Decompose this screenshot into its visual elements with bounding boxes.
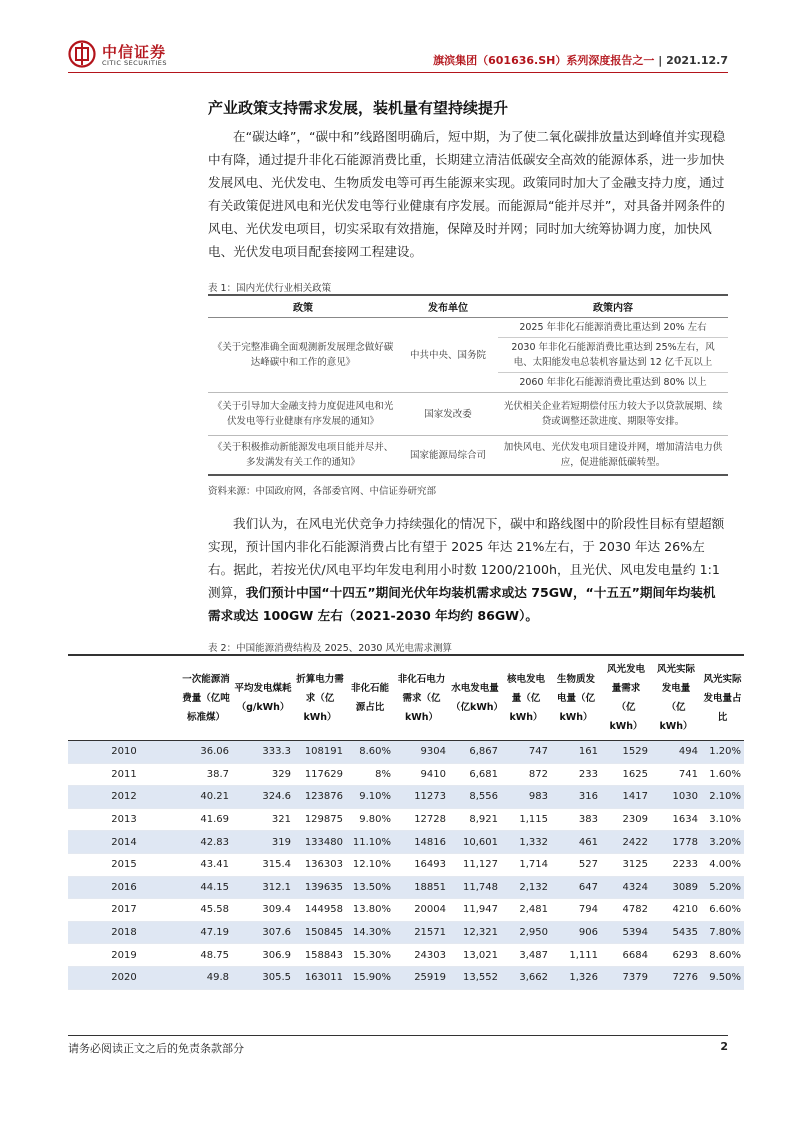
energy-col-header: 折算电力需求（亿kWh） bbox=[294, 655, 346, 741]
value-cell: 3,487 bbox=[501, 944, 551, 967]
value-cell: 2233 bbox=[651, 853, 701, 876]
energy-col-header: 平均发电煤耗（g/kWh） bbox=[232, 655, 294, 741]
year-cell: 2013 bbox=[68, 808, 180, 831]
page-number: 2 bbox=[720, 1040, 728, 1053]
value-cell: 2.10% bbox=[701, 786, 744, 809]
page-header bbox=[68, 38, 728, 72]
value-cell: 8,921 bbox=[449, 808, 501, 831]
value-cell: 136303 bbox=[294, 853, 346, 876]
value-cell: 329 bbox=[232, 763, 294, 786]
value-cell: 4210 bbox=[651, 899, 701, 922]
energy-col-header: 非化石能源占比 bbox=[346, 655, 394, 741]
value-cell: 647 bbox=[551, 876, 601, 899]
value-cell: 307.6 bbox=[232, 921, 294, 944]
body-paragraph-1 bbox=[208, 125, 728, 263]
value-cell: 15.30% bbox=[346, 944, 394, 967]
value-cell: 133480 bbox=[294, 831, 346, 854]
value-cell: 494 bbox=[651, 741, 701, 764]
value-cell: 11273 bbox=[394, 786, 449, 809]
content-cell: 2025 年非化石能源消费比重达到 20% 左右 bbox=[498, 318, 728, 338]
value-cell: 233 bbox=[551, 763, 601, 786]
value-cell: 49.8 bbox=[180, 966, 232, 989]
value-cell: 316 bbox=[551, 786, 601, 809]
value-cell: 11,947 bbox=[449, 899, 501, 922]
value-cell: 16493 bbox=[394, 853, 449, 876]
year-cell: 2012 bbox=[68, 786, 180, 809]
footer-disclaimer: 请务必阅读正文之后的免责条款部分 bbox=[68, 1042, 244, 1055]
header-divider bbox=[68, 72, 728, 73]
value-cell: 11,748 bbox=[449, 876, 501, 899]
content-cell: 光伏相关企业若短期偿付压力较大予以贷款展期、续贷或调整还款进度、期限等安排。 bbox=[498, 393, 728, 436]
value-cell: 108191 bbox=[294, 741, 346, 764]
table-row bbox=[68, 741, 744, 764]
energy-table-header-row bbox=[68, 655, 744, 741]
table-row bbox=[208, 318, 728, 338]
issuer-cell: 国家能源局综合司 bbox=[398, 436, 498, 476]
value-cell: 9.10% bbox=[346, 786, 394, 809]
citic-logo bbox=[68, 40, 198, 70]
table-row bbox=[68, 921, 744, 944]
table-1-caption: 表 1：国内光伏行业相关政策 bbox=[208, 283, 332, 294]
value-cell: 3,662 bbox=[501, 966, 551, 989]
table-row bbox=[68, 786, 744, 809]
year-cell: 2020 bbox=[68, 966, 180, 989]
value-cell: 3.10% bbox=[701, 808, 744, 831]
value-cell: 44.15 bbox=[180, 876, 232, 899]
value-cell: 794 bbox=[551, 899, 601, 922]
value-cell: 12,321 bbox=[449, 921, 501, 944]
year-cell: 2016 bbox=[68, 876, 180, 899]
issuer-cell: 中共中央、国务院 bbox=[398, 318, 498, 393]
value-cell: 4.00% bbox=[701, 853, 744, 876]
issuer-cell: 国家发改委 bbox=[398, 393, 498, 436]
value-cell: 7276 bbox=[651, 966, 701, 989]
value-cell: 324.6 bbox=[232, 786, 294, 809]
table-row bbox=[68, 853, 744, 876]
value-cell: 6.60% bbox=[701, 899, 744, 922]
value-cell: 9.80% bbox=[346, 808, 394, 831]
value-cell: 13,552 bbox=[449, 966, 501, 989]
value-cell: 20004 bbox=[394, 899, 449, 922]
citic-logo-icon bbox=[68, 40, 96, 68]
year-cell: 2019 bbox=[68, 944, 180, 967]
value-cell: 8.60% bbox=[701, 944, 744, 967]
value-cell: 117629 bbox=[294, 763, 346, 786]
value-cell: 12728 bbox=[394, 808, 449, 831]
value-cell: 9410 bbox=[394, 763, 449, 786]
value-cell: 1417 bbox=[601, 786, 651, 809]
value-cell: 40.21 bbox=[180, 786, 232, 809]
energy-col-header: 一次能源消费量（亿吨标准煤） bbox=[180, 655, 232, 741]
value-cell: 43.41 bbox=[180, 853, 232, 876]
value-cell: 2,481 bbox=[501, 899, 551, 922]
year-cell: 2011 bbox=[68, 763, 180, 786]
content-col-header: 政策内容 bbox=[498, 295, 728, 318]
value-cell: 747 bbox=[501, 741, 551, 764]
value-cell: 306.9 bbox=[232, 944, 294, 967]
value-cell: 383 bbox=[551, 808, 601, 831]
value-cell: 12.10% bbox=[346, 853, 394, 876]
value-cell: 1778 bbox=[651, 831, 701, 854]
value-cell: 6684 bbox=[601, 944, 651, 967]
value-cell: 5.20% bbox=[701, 876, 744, 899]
value-cell: 2,132 bbox=[501, 876, 551, 899]
value-cell: 47.19 bbox=[180, 921, 232, 944]
value-cell: 161 bbox=[551, 741, 601, 764]
value-cell: 8.60% bbox=[346, 741, 394, 764]
value-cell: 8% bbox=[346, 763, 394, 786]
year-cell: 2017 bbox=[68, 899, 180, 922]
value-cell: 18851 bbox=[394, 876, 449, 899]
content-cell: 加快风电、光伏发电项目建设并网，增加清洁电力供应，促进能源低碳转型。 bbox=[498, 436, 728, 476]
table-row bbox=[68, 966, 744, 989]
policy-cell: 《关于积极推动新能源发电项目能并尽并、多发满发有关工作的通知》 bbox=[208, 436, 398, 476]
content-cell: 2060 年非化石能源消费比重达到 80% 以上 bbox=[498, 373, 728, 393]
year-cell: 2010 bbox=[68, 741, 180, 764]
paragraph-2-text: 我们认为，在风电光伏竞争力持续强化的情况下，碳中和路线图中的阶段性目标有望超额实现，预计国内非化石能源消费占比有望于 2025 年达 21%左右，于 2030 年达 26%左右。据此，若按光伏/风电平均年发电利用小时数 1200/2100h，且光伏、风电发电量约 1:1 测算， bbox=[208, 516, 725, 600]
value-cell: 527 bbox=[551, 853, 601, 876]
value-cell: 1634 bbox=[651, 808, 701, 831]
report-header-title bbox=[433, 52, 728, 68]
table-row bbox=[68, 899, 744, 922]
value-cell: 21571 bbox=[394, 921, 449, 944]
logo-cn-text: 中信证券 bbox=[102, 43, 167, 61]
logo-en-text: CITIC SECURITIES bbox=[102, 59, 168, 67]
policy-col-header: 政策 bbox=[208, 295, 398, 318]
value-cell: 315.4 bbox=[232, 853, 294, 876]
energy-structure-table bbox=[68, 654, 744, 990]
value-cell: 319 bbox=[232, 831, 294, 854]
value-cell: 9.50% bbox=[701, 966, 744, 989]
value-cell: 48.75 bbox=[180, 944, 232, 967]
energy-col-header: 风光实际发电量占比 bbox=[701, 655, 744, 741]
energy-col-header: 核电发电量（亿kWh） bbox=[501, 655, 551, 741]
policy-table bbox=[208, 294, 728, 476]
value-cell: 1,714 bbox=[501, 853, 551, 876]
value-cell: 741 bbox=[651, 763, 701, 786]
value-cell: 10,601 bbox=[449, 831, 501, 854]
table-row bbox=[208, 436, 728, 476]
table-row bbox=[68, 876, 744, 899]
value-cell: 2422 bbox=[601, 831, 651, 854]
value-cell: 163011 bbox=[294, 966, 346, 989]
energy-col-header bbox=[68, 655, 180, 741]
policy-cell: 《关于引导加大金融支持力度促进风电和光伏发电等行业健康有序发展的通知》 bbox=[208, 393, 398, 436]
value-cell: 7379 bbox=[601, 966, 651, 989]
value-cell: 4324 bbox=[601, 876, 651, 899]
value-cell: 6,867 bbox=[449, 741, 501, 764]
value-cell: 1529 bbox=[601, 741, 651, 764]
table-row bbox=[68, 763, 744, 786]
value-cell: 906 bbox=[551, 921, 601, 944]
value-cell: 1,332 bbox=[501, 831, 551, 854]
value-cell: 13.50% bbox=[346, 876, 394, 899]
value-cell: 150845 bbox=[294, 921, 346, 944]
body-paragraph-2 bbox=[208, 512, 728, 627]
value-cell: 8,556 bbox=[449, 786, 501, 809]
value-cell: 4782 bbox=[601, 899, 651, 922]
value-cell: 1,115 bbox=[501, 808, 551, 831]
value-cell: 144958 bbox=[294, 899, 346, 922]
value-cell: 11.10% bbox=[346, 831, 394, 854]
value-cell: 158843 bbox=[294, 944, 346, 967]
value-cell: 123876 bbox=[294, 786, 346, 809]
value-cell: 1625 bbox=[601, 763, 651, 786]
value-cell: 45.58 bbox=[180, 899, 232, 922]
value-cell: 6293 bbox=[651, 944, 701, 967]
value-cell: 872 bbox=[501, 763, 551, 786]
energy-col-header: 水电发电量（亿kWh） bbox=[449, 655, 501, 741]
paragraph-2-bold-text: 我们预计中国“十四五”期间光伏年均装机需求或达 75GW，“十五五”期间年均装机需求或达 100GW 左右（2021-2030 年均约 86GW）。 bbox=[208, 585, 716, 623]
year-cell: 2014 bbox=[68, 831, 180, 854]
energy-col-header: 非化石电力需求（亿kWh） bbox=[394, 655, 449, 741]
table-1-source: 资料来源：中国政府网，各部委官网、中信证券研究部 bbox=[208, 486, 437, 497]
value-cell: 38.7 bbox=[180, 763, 232, 786]
table-row bbox=[68, 808, 744, 831]
value-cell: 139635 bbox=[294, 876, 346, 899]
value-cell: 9304 bbox=[394, 741, 449, 764]
value-cell: 5435 bbox=[651, 921, 701, 944]
value-cell: 3089 bbox=[651, 876, 701, 899]
value-cell: 461 bbox=[551, 831, 601, 854]
table-row bbox=[68, 831, 744, 854]
value-cell: 42.83 bbox=[180, 831, 232, 854]
value-cell: 1030 bbox=[651, 786, 701, 809]
section-title: 产业政策支持需求发展，装机量有望持续提升 bbox=[208, 99, 509, 117]
content-cell: 2030 年非化石能源消费比重达到 25%左右，风电、太阳能发电总装机容量达到 12 亿千瓦以上 bbox=[498, 338, 728, 373]
value-cell: 129875 bbox=[294, 808, 346, 831]
value-cell: 309.4 bbox=[232, 899, 294, 922]
value-cell: 15.90% bbox=[346, 966, 394, 989]
value-cell: 3125 bbox=[601, 853, 651, 876]
value-cell: 13,021 bbox=[449, 944, 501, 967]
value-cell: 312.1 bbox=[232, 876, 294, 899]
value-cell: 2,950 bbox=[501, 921, 551, 944]
value-cell: 1,326 bbox=[551, 966, 601, 989]
value-cell: 11,127 bbox=[449, 853, 501, 876]
year-cell: 2015 bbox=[68, 853, 180, 876]
value-cell: 7.80% bbox=[701, 921, 744, 944]
value-cell: 5394 bbox=[601, 921, 651, 944]
value-cell: 321 bbox=[232, 808, 294, 831]
value-cell: 41.69 bbox=[180, 808, 232, 831]
energy-col-header: 生物质发电量（亿kWh） bbox=[551, 655, 601, 741]
value-cell: 983 bbox=[501, 786, 551, 809]
year-cell: 2018 bbox=[68, 921, 180, 944]
value-cell: 13.80% bbox=[346, 899, 394, 922]
footer-divider bbox=[68, 1035, 728, 1036]
report-title: 旗滨集团（601636.SH）系列深度报告之一 bbox=[433, 54, 655, 67]
value-cell: 2309 bbox=[601, 808, 651, 831]
value-cell: 333.3 bbox=[232, 741, 294, 764]
value-cell: 305.5 bbox=[232, 966, 294, 989]
policy-table-header-row bbox=[208, 295, 728, 318]
value-cell: 25919 bbox=[394, 966, 449, 989]
report-date: 2021.12.7 bbox=[666, 54, 728, 67]
issuer-col-header: 发布单位 bbox=[398, 295, 498, 318]
value-cell: 24303 bbox=[394, 944, 449, 967]
value-cell: 3.20% bbox=[701, 831, 744, 854]
header-separator: | bbox=[658, 54, 663, 67]
value-cell: 14816 bbox=[394, 831, 449, 854]
table-row bbox=[68, 944, 744, 967]
energy-col-header: 风光发电量需求（亿kWh） bbox=[601, 655, 651, 741]
policy-cell: 《关于完整准确全面观测新发展理念做好碳达峰碳中和工作的意见》 bbox=[208, 318, 398, 393]
value-cell: 14.30% bbox=[346, 921, 394, 944]
value-cell: 1.60% bbox=[701, 763, 744, 786]
value-cell: 36.06 bbox=[180, 741, 232, 764]
value-cell: 1.20% bbox=[701, 741, 744, 764]
value-cell: 6,681 bbox=[449, 763, 501, 786]
paragraph-1-text: 在“碳达峰”，“碳中和”线路图明确后，短中期，为了使二氧化碳排放量达到峰值并实现稳中有降，通过提升非化石能源消费比重，长期建立清洁低碳安全高效的能源体系，进一步加快发展风电、光伏发电、生物质发电等可再生能源来实现。政策同时加大了金融支持力度，通过有关政策促进风电和光伏发电等行业健康有序发展。而能源局“能并尽并”，对具备并网条件的风电、光伏发电项目，切实采取有效措施，保障及时并网；同时加大统筹协调力度，加快风电、光伏发电项目配套接网工程建设。 bbox=[208, 129, 726, 259]
table-row bbox=[208, 393, 728, 436]
table-2-caption: 表 2：中国能源消费结构及 2025、2030 风光电需求测算 bbox=[208, 643, 452, 654]
energy-col-header: 风光实际发电量（亿kWh） bbox=[651, 655, 701, 741]
value-cell: 1,111 bbox=[551, 944, 601, 967]
